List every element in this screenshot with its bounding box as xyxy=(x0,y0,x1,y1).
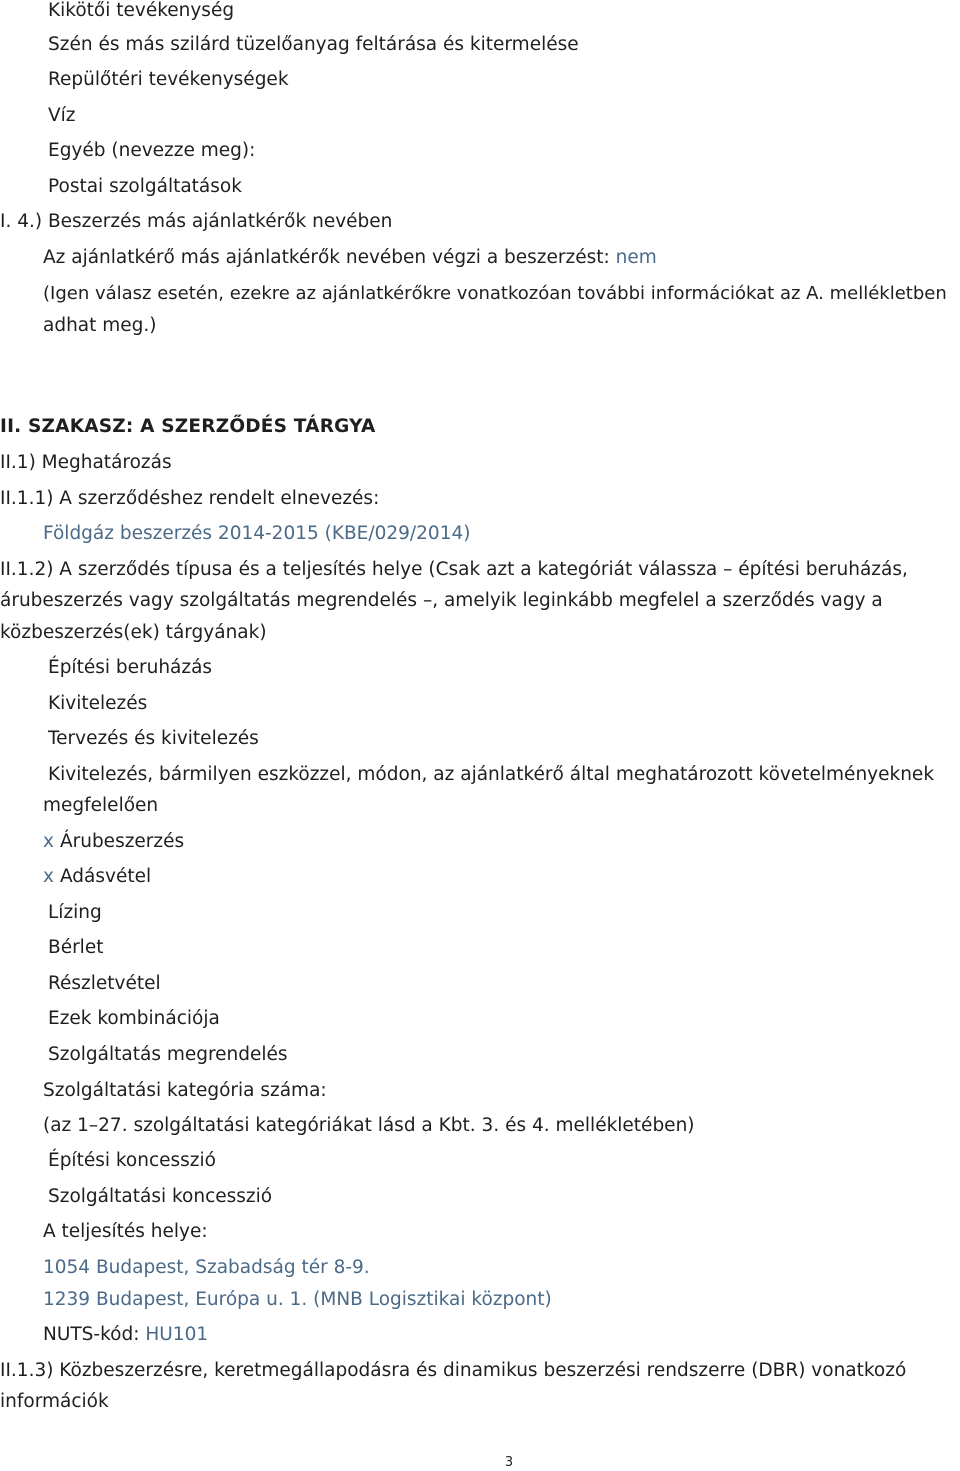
section-i4-title: I. 4.) Beszerzés más ajánlatkérők nevében xyxy=(0,211,393,232)
supplies-checked-item xyxy=(43,866,151,888)
facility-item: Kikötői tevékenység xyxy=(48,0,235,21)
section-i4-answer: nem xyxy=(615,247,657,268)
section-i4-question: Az ajánlatkérő más ajánlatkérők nevében végzi a beszerzést: xyxy=(43,247,610,268)
place-address: 1054 Budapest, Szabadság tér 8-9. xyxy=(43,1257,370,1278)
nuts-code-row xyxy=(43,1324,208,1346)
works-item: Tervezés és kivitelezés xyxy=(48,728,259,749)
concession-item: Építési koncesszió xyxy=(48,1150,216,1171)
section-ii1-definition: II.1) Meghatározás xyxy=(0,452,172,473)
section-ii12-line1: II.1.2) A szerződés típusa és a teljesítés helye (Csak azt a kategóriát válassza – építési beruházás, xyxy=(0,559,908,580)
services-title: Szolgáltatás megrendelés xyxy=(48,1044,288,1065)
section-ii13-line2: információk xyxy=(0,1391,109,1412)
services-category-label: Szolgáltatási kategória száma: xyxy=(43,1080,327,1101)
section-i4-note-line2: adhat meg.) xyxy=(43,315,157,336)
supplies-item: Bérlet xyxy=(48,937,104,958)
section-ii12-line2: árubeszerzés vagy szolgáltatás megrendelés –, amelyik leginkább megfelel a szerződés vagy a xyxy=(0,590,883,611)
contract-name-value: Földgáz beszerzés 2014-2015 (KBE/029/2014) xyxy=(43,523,471,544)
supplies-item: Ezek kombinációja xyxy=(48,1008,220,1029)
supplies-checked-item xyxy=(43,831,184,853)
place-label: A teljesítés helye: xyxy=(43,1221,208,1242)
checked-mark: x xyxy=(43,831,54,852)
facility-item: Repülőtéri tevékenységek xyxy=(48,69,289,90)
services-category-note: (az 1–27. szolgáltatási kategóriákat lásd a Kbt. 3. és 4. mellékletében) xyxy=(43,1115,695,1136)
section-ii11-label: II.1.1) A szerződéshez rendelt elnevezés: xyxy=(0,488,380,509)
works-long-line2: megfelelően xyxy=(43,795,159,816)
section-ii12-line3: közbeszerzés(ek) tárgyának) xyxy=(0,622,267,643)
nuts-value: HU101 xyxy=(145,1324,209,1345)
works-title: Építési beruházás xyxy=(48,657,213,678)
works-item: Kivitelezés xyxy=(48,693,148,714)
facility-item: Egyéb (nevezze meg): xyxy=(48,140,256,161)
section-i4-question-row xyxy=(43,247,657,269)
supplies-checked-label: Árubeszerzés xyxy=(59,831,185,852)
supplies-checked-label: Adásvétel xyxy=(59,866,152,887)
supplies-item: Részletvétel xyxy=(48,973,161,994)
concession-item: Szolgáltatási koncesszió xyxy=(48,1186,273,1207)
place-address: 1239 Budapest, Európa u. 1. (MNB Logisztikai központ) xyxy=(43,1289,552,1310)
section-ii-heading: II. SZAKASZ: A SZERZŐDÉS TÁRGYA xyxy=(0,416,376,437)
section-ii13-line1: II.1.3) Közbeszerzésre, keretmegállapodásra és dinamikus beszerzési rendszerre (DBR) vonatkozó xyxy=(0,1360,907,1381)
section-i4-note-line1: (Igen válasz esetén, ezekre az ajánlatkérőkre vonatkozóan további információkat az A. mellékletben xyxy=(43,283,947,304)
facility-item: Víz xyxy=(48,105,76,126)
checked-mark: x xyxy=(43,866,54,887)
nuts-label: NUTS-kód: xyxy=(43,1324,140,1345)
facility-item: Postai szolgáltatások xyxy=(48,176,242,197)
supplies-item: Lízing xyxy=(48,902,102,923)
facility-item: Szén és más szilárd tüzelőanyag feltárása és kitermelése xyxy=(48,34,579,55)
works-long-line1: Kivitelezés, bármilyen eszközzel, módon, az ajánlatkérő által meghatározott követelményeknek xyxy=(48,764,935,785)
page-number: 3 xyxy=(504,1455,514,1470)
